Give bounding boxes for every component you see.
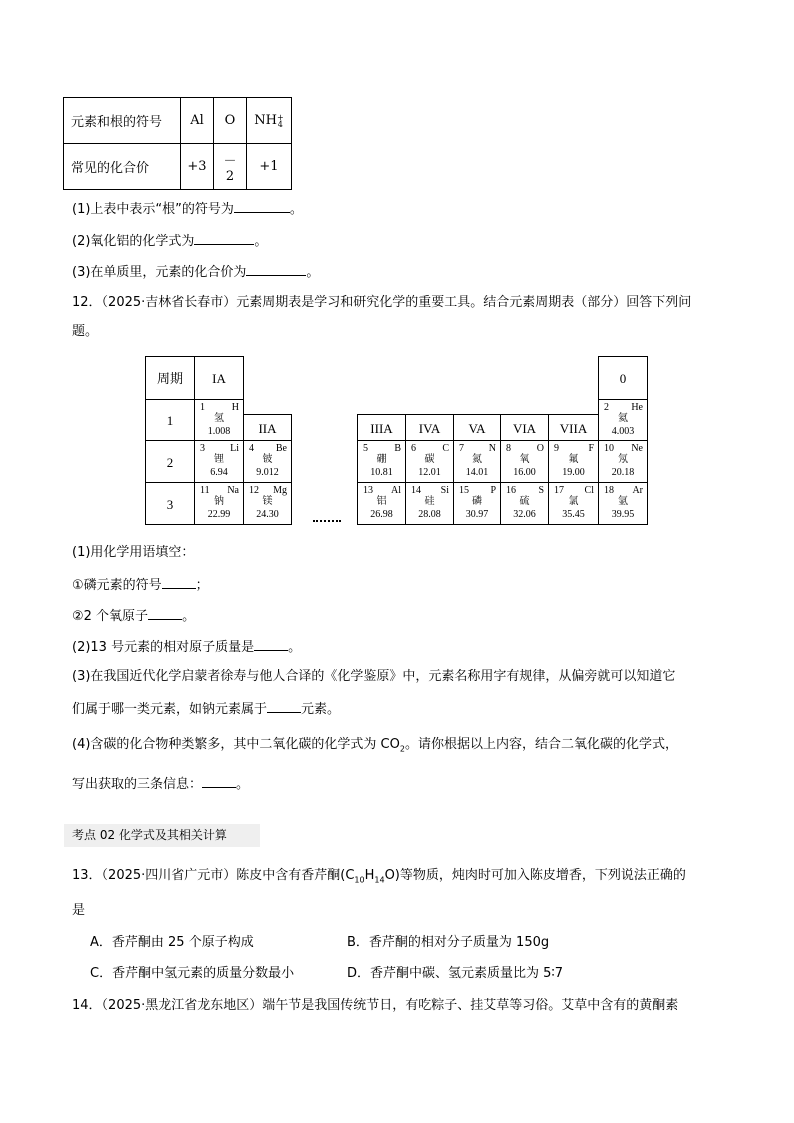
group-va: VA [453,414,501,441]
symbol-o: O [214,98,247,144]
element-cl: 17 Cl 氯 35.45 [548,482,599,525]
q12-part2: (2)13 号元素的相对原子质量是 。 [72,636,301,658]
answer-blank[interactable] [162,574,196,589]
symbol-al: Al [181,98,214,144]
q11-part3: (3)在单质里，元素的化合价为 。 [72,261,319,283]
group-iva: IVA [405,414,454,441]
q13-option-d[interactable]: D．香芹酮中碳、氢元素质量比为 5∶7 [347,966,564,981]
element-ne: 10 Ne 氖 20.18 [598,440,648,483]
table-row-header: 常见的化合价 [64,144,181,190]
element-ar: 18 Ar 氩 39.95 [598,482,648,525]
q12-stem: 12．（2025·吉林省长春市）元素周期表是学习和研究化学的重要工具。结合元素周期表（部分）回答下列问 [72,295,692,310]
q11-part2: (2)氧化铝的化学式为 。 [72,230,267,252]
answer-blank[interactable] [194,230,254,245]
period-3: 3 [145,482,195,525]
q13-option-c[interactable]: C．香芹酮中氢元素的质量分数最小 [90,966,295,981]
q12-part1b: ②2 个氧原子 。 [72,605,195,627]
element-s: 16 S 硫 32.06 [500,482,549,525]
element-o: 8 O 氧 16.00 [500,440,549,483]
group-ia: IA [194,356,244,400]
group-viia: VIIA [548,414,599,441]
element-si: 14 Si 硅 28.08 [405,482,454,525]
q12-part1a: ①磷元素的符号 ； [72,574,209,596]
q11-part1: (1)上表中表示“根”的符号为 。 [72,198,303,220]
q12-part3: (3)在我国近代化学启蒙者徐寿与他人合译的《化学鉴原》中，元素名称用字有规律，从偏旁就可以知道它 [72,669,676,684]
period-1: 1 [145,399,195,441]
section-heading: 考点 02 化学式及其相关计算 [64,824,260,847]
group-iia: IIA [243,414,292,441]
answer-blank[interactable] [148,605,182,620]
element-be: 4 Be 铍 9.012 [243,440,292,483]
answer-blank[interactable] [254,636,288,651]
period-2: 2 [145,440,195,483]
period-header: 周期 [145,356,195,400]
element-h: 1 H 氢 1.008 [194,399,244,441]
group-zero: 0 [598,356,648,400]
valence-value: －2 [214,144,247,190]
q13-option-a[interactable]: A．香芹酮由 25 个原子构成 [90,935,254,950]
q12-part4: (4)含碳的化合物种类繁多，其中二氧化碳的化学式为 $CO_2$。请你根据以上内容，结合二氧化碳的化学式， [72,737,678,754]
symbol-nh4: NH+ 4 [247,98,292,144]
valence-value: +3 [181,144,214,190]
group-via: VIA [500,414,549,441]
element-mg: 12 Mg 镁 24.30 [243,482,292,525]
ellipsis-gap [313,520,341,522]
q12-part3-cont: 们属于哪一类元素，如钠元素属于 元素。 [72,698,340,720]
valence-value: +1 [247,144,292,190]
element-li: 3 Li 锂 6.94 [194,440,244,483]
element-f: 9 F 氟 19.00 [548,440,599,483]
answer-blank[interactable] [246,261,306,276]
q14-stem: 14．（2025·黑龙江省龙东地区）端午节是我国传统节日，有吃粽子、挂艾草等习俗。艾草中含有的黄酮素 [72,998,679,1013]
valence-table [63,97,292,190]
q12-stem-cont: 题。 [72,324,99,339]
q12-part4-cont: 写出获取的三条信息： 。 [72,773,249,795]
answer-blank[interactable] [202,773,236,788]
element-al: 13 Al 铝 26.98 [357,482,406,525]
table-row-header: 元素和根的符号 [64,98,181,144]
q13-stem: 13．（2025·四川省广元市）陈皮中含有香芹酮$(C_{10}H_{14}O)$等物质，炖肉时可加入陈皮增香，下列说法正确的 [72,868,686,885]
q13-stem-cont: 是 [72,903,86,918]
q12-part1: (1)用化学用语填空： [72,545,195,560]
element-he: 2 He 氦 4.003 [598,399,648,441]
element-p: 15 P 磷 30.97 [453,482,501,525]
answer-blank[interactable] [234,198,290,213]
group-iiia: IIIA [357,414,406,441]
element-n: 7 N 氮 14.01 [453,440,501,483]
answer-blank[interactable] [267,698,301,713]
element-b: 5 B 硼 10.81 [357,440,406,483]
element-c: 6 C 碳 12.01 [405,440,454,483]
element-na: 11 Na 钠 22.99 [194,482,244,525]
q13-option-b[interactable]: B．香芹酮的相对分子质量为 150g [347,935,550,950]
